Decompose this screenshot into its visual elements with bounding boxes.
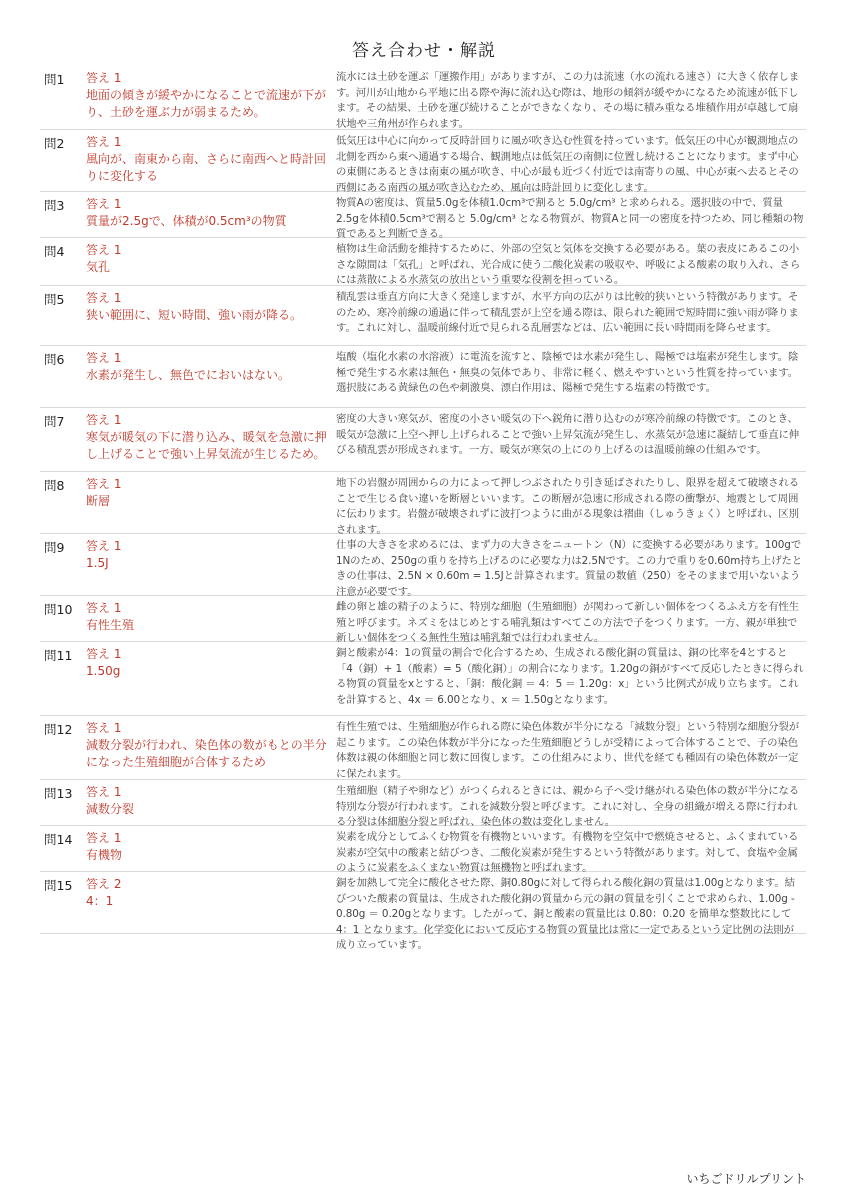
answer-label: 答え 2 bbox=[86, 877, 122, 891]
answer-row bbox=[40, 286, 806, 346]
explanation-text: 生殖細胞（精子や卵など）がつくられるときには、親から子へ受け継がれる染色体の数が半分になる特別な分裂が行われます。これを減数分裂と呼びます。これに対し、全身の組織が増える際に行われる分裂は体細胞分裂と呼ばれ、染色体の数は変化しません。 bbox=[336, 785, 800, 828]
explanation-text: 植物は生命活動を維持するために、外部の空気と気体を交換する必要がある。葉の表皮にあるこの小さな隙間は「気孔」と呼ばれ、光合成に使う二酸化炭素の吸収や、呼吸による酸素の取り入れ、さらには蒸散による水蒸気の放出という重要な役割を担っている。 bbox=[336, 243, 801, 286]
answer-row bbox=[40, 716, 806, 780]
answer-text: 質量が2.5gで、体積が0.5cm³の物質 bbox=[86, 214, 287, 228]
answer-row bbox=[40, 130, 806, 192]
answer-text: 寒気が暖気の下に潜り込み、暖気を急激に押し上げることで強い上昇気流が生じるため。 bbox=[86, 430, 327, 461]
answer-text: 狭い範囲に、短い時間、強い雨が降る。 bbox=[86, 308, 303, 322]
question-number: 問15 bbox=[44, 878, 73, 893]
explanation-text: 有性生殖では、生殖細胞が作られる際に染色体数が半分になる「減数分裂」という特別な細胞分裂が起こります。この染色体数が半分になった生殖細胞どうしが受精によって合体することで、子の染色体数は親の体細胞と同じ数に回復します。この仕組みにより、世代を経ても種固有の染色体数が一定に保たれます。 bbox=[336, 721, 800, 780]
answer-cell bbox=[86, 876, 336, 929]
question-number: 問3 bbox=[44, 198, 65, 213]
answer-cell bbox=[86, 290, 336, 341]
answer-row bbox=[40, 642, 806, 716]
answer-cell bbox=[86, 412, 336, 467]
explanation-text: 銅と酸素が4：1の質量の割合で化合するため、生成される酸化銅の質量は、銅の比率を4とすると「4（銅）+ 1（酸素）= 5（酸化銅）」の割合になります。1.20gの銅がすべて反応したときに得られる物質の質量をxとすると、「銅：酸化銅 ＝ 4：5 ＝ 1.20g：x」という比例式が成り立ちます。これを計算すると、4x ＝ 6.00となり、x ＝ 1.50gとなります。 bbox=[336, 647, 804, 706]
answer-cell bbox=[86, 196, 336, 233]
answer-cell bbox=[86, 538, 336, 591]
answer-row bbox=[40, 826, 806, 872]
answer-label: 答え 1 bbox=[86, 197, 122, 211]
answer-text: 地面の傾きが緩やかになることで流速が下がり、土砂を運ぶ力が弱まるため。 bbox=[86, 88, 327, 119]
explanation-text: 銅を加熱して完全に酸化させた際、銅0.80gに対して得られる酸化銅の質量は1.00gとなります。結びついた酸素の質量は、生成された酸化銅の質量から元の銅の質量を引くことで求められ、1.00g - 0.80g ＝ 0.20gとなります。したがって、銅と酸素の質量比は 0.80：0.20 を簡単な整数比にして 4：1 となります。化学変化において反応する物質の質量比は常に一定であるという定比例の法則が成り立っています。 bbox=[336, 877, 795, 951]
answer-row bbox=[40, 408, 806, 472]
answer-row bbox=[40, 534, 806, 596]
answer-label: 答え 1 bbox=[86, 601, 122, 615]
answer-text: 気孔 bbox=[86, 260, 111, 274]
answer-cell bbox=[86, 646, 336, 711]
answer-text: 有機物 bbox=[86, 848, 123, 862]
answer-cell bbox=[86, 476, 336, 529]
question-number: 問13 bbox=[44, 786, 73, 801]
answer-text: 減数分裂が行われ、染色体の数がもとの半分になった生殖細胞が合体するため bbox=[86, 738, 327, 769]
answer-label: 答え 1 bbox=[86, 243, 122, 257]
answer-row bbox=[40, 346, 806, 408]
answer-label: 答え 1 bbox=[86, 477, 122, 491]
answer-label: 答え 1 bbox=[86, 413, 122, 427]
explanation-text: 雌の卵と雄の精子のように、特別な細胞（生殖細胞）が関わって新しい個体をつくるふえ方を有性生殖と呼びます。ネズミをはじめとする哺乳類はすべてこの方法で子をつくります。一方、親が単独で新しい個体をつくる無性生殖は哺乳類では行われません。 bbox=[336, 601, 799, 644]
answer-cell bbox=[86, 784, 336, 821]
question-number: 問1 bbox=[44, 72, 65, 87]
answer-cell bbox=[86, 830, 336, 867]
answer-label: 答え 1 bbox=[86, 351, 122, 365]
answer-label: 答え 1 bbox=[86, 135, 122, 149]
answer-row bbox=[40, 472, 806, 534]
question-number: 問8 bbox=[44, 478, 65, 493]
answer-cell bbox=[86, 350, 336, 403]
answer-text: 水素が発生し、無色でにおいはない。 bbox=[86, 368, 291, 382]
question-number: 問10 bbox=[44, 602, 73, 617]
page-title: 答え合わせ・解説 bbox=[352, 41, 496, 61]
question-number: 問12 bbox=[44, 722, 73, 737]
explanation-text: 塩酸（塩化水素の水溶液）に電流を流すと、陰極では水素が発生し、陽極では塩素が発生します。陰極で発生する水素は無色・無臭の気体であり、非常に軽く、燃えやすいという性質を持っています。選択肢にある黄緑色の色や刺激臭、漂白作用は、陽極で発生する塩素の特徴です。 bbox=[336, 351, 799, 394]
answer-text: 1.50g bbox=[86, 664, 121, 678]
answer-row bbox=[40, 872, 806, 951]
question-number: 問2 bbox=[44, 136, 65, 151]
answer-label: 答え 1 bbox=[86, 831, 122, 845]
answer-label: 答え 1 bbox=[86, 291, 122, 305]
answer-cell bbox=[86, 242, 336, 281]
explanation-text: 低気圧は中心に向かって反時計回りに風が吹き込む性質を持っています。低気圧の中心が観測地点の北側を西から東へ通過する場合、観測地点は低気圧の南側に位置し続けることになります。まず中心の東側にあるときは南東の風が吹き、中心が最も近づく付近では南寄りの風、中心が東へ去るとその西側にある南西の風が吹き込むため、風向は時計回りに変化します。 bbox=[336, 135, 799, 194]
answer-label: 答え 1 bbox=[86, 647, 122, 661]
question-number: 問11 bbox=[44, 648, 73, 663]
answer-text: 4：1 bbox=[86, 894, 114, 908]
answer-text: 1.5J bbox=[86, 556, 109, 570]
answer-text: 断層 bbox=[86, 494, 111, 508]
answer-text: 減数分裂 bbox=[86, 802, 135, 816]
answer-label: 答え 1 bbox=[86, 785, 122, 799]
answer-cell bbox=[86, 600, 336, 637]
question-number: 問7 bbox=[44, 414, 65, 429]
explanation-text: 物質Aの密度は、質量5.0gを体積1.0cm³で割ると 5.0g/cm³ と求められる。選択肢の中で、質量2.5gを体積0.5cm³で割ると 5.0g/cm³ となる物質が、物質Aと同一の密度を持つため、同じ種類の物質であると判断できる。 bbox=[336, 197, 804, 240]
answer-cell bbox=[86, 720, 336, 775]
question-number: 問9 bbox=[44, 540, 65, 555]
answer-list bbox=[40, 66, 806, 951]
explanation-text: 流水には土砂を運ぶ「運搬作用」がありますが、この力は流速（水の流れる速さ）に大きく依存します。河川が山地から平地に出る際や海に流れ込む際は、地形の傾斜が緩やかになるため流速が低下します。その結果、土砂を運び続けることができなくなり、その場に積み重なる堆積作用が卓越して扇状地や三角州が作られます。 bbox=[336, 71, 800, 130]
question-number: 問5 bbox=[44, 292, 65, 307]
answer-row bbox=[40, 66, 806, 130]
question-number: 問6 bbox=[44, 352, 65, 367]
question-number: 問14 bbox=[44, 832, 73, 847]
answer-row bbox=[40, 780, 806, 826]
answer-text: 風向が、南東から南、さらに南西へと時計回りに変化する bbox=[86, 152, 327, 183]
question-number: 問4 bbox=[44, 244, 65, 259]
answer-row bbox=[40, 238, 806, 286]
answer-text: 有性生殖 bbox=[86, 618, 135, 632]
answer-label: 答え 1 bbox=[86, 71, 122, 85]
explanation-text: 仕事の大きさを求めるには、まず力の大きさをニュートン（N）に変換する必要があります。100gで1Nのため、250gの重りを持ち上げるのに必要な力は2.5Nです。この力で重りを0.60m持ち上げたときの仕事は、2.5N × 0.60m = 1.5Jと計算されます。質量の数値（250）をそのままで用いないよう注意が必要です。 bbox=[336, 539, 803, 598]
answer-label: 答え 1 bbox=[86, 539, 122, 553]
explanation-text: 密度の大きい寒気が、密度の小さい暖気の下へ鋭角に潜り込むのが寒冷前線の特徴です。このとき、暖気が急激に上空へ押し上げられることで強い上昇気流が発生し、水蒸気が急速に凝結して垂直に伸びる積乱雲が形成されます。一方、暖気が寒気の上にのり上げるのは温暖前線の仕組みです。 bbox=[336, 413, 800, 456]
explanation-text: 地下の岩盤が周囲からの力によって押しつぶされたり引き延ばされたりし、限界を超えて破壊されることで生じる食い違いを断層といいます。この断層が急速に形成される際の衝撃が、地震として周囲に伝わります。岩盤が破壊されずに波打つように曲がる現象は褶曲（しゅうきょく）と呼ばれ、区別されます。 bbox=[336, 477, 800, 536]
explanation-text: 積乱雲は垂直方向に大きく発達しますが、水平方向の広がりは比較的狭いという特徴があります。そのため、寒冷前線の通過に伴って積乱雲が上空を通る際は、限られた範囲で短時間に強い雨が降ります。これに対し、温暖前線付近で見られる乱層雲などは、広い範囲に長い時間雨を降らせます。 bbox=[336, 291, 799, 334]
answer-cell bbox=[86, 134, 336, 187]
answer-row bbox=[40, 596, 806, 642]
answer-cell bbox=[86, 70, 336, 125]
footer-brand: いちごドリルプリント bbox=[686, 1172, 806, 1186]
answer-label: 答え 1 bbox=[86, 721, 122, 735]
answer-row bbox=[40, 192, 806, 238]
explanation-text: 炭素を成分としてふくむ物質を有機物といいます。有機物を空気中で燃焼させると、ふくまれている炭素が空気中の酸素と結びつき、二酸化炭素が発生するという特徴があります。対して、食塩や金属のように炭素をふくまない物質は無機物と呼ばれます。 bbox=[336, 831, 799, 874]
